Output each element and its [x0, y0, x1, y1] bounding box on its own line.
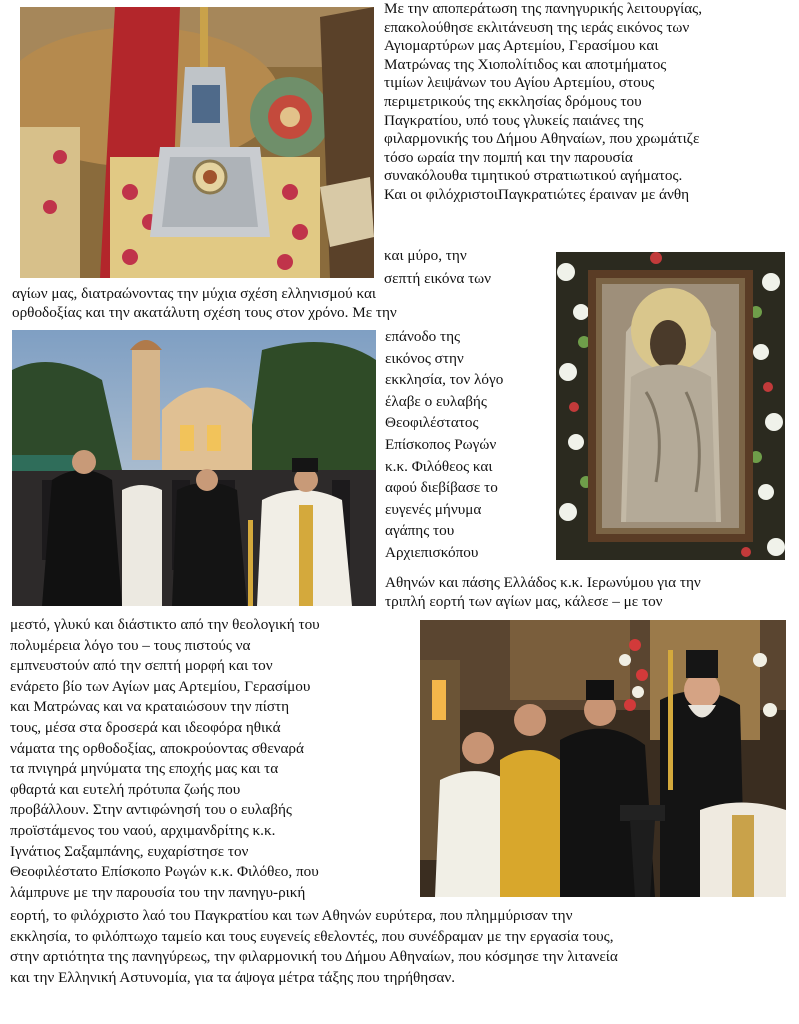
procession-illustration [12, 330, 376, 606]
text-line: Θεοφιλέστατος [385, 414, 479, 432]
text-line: τιμίων λειψάνων του Αγίου Αρτεμίου, στους [384, 74, 655, 92]
text-line: εμπνευστούν από την σεπτή μορφή και τον [10, 657, 273, 675]
text-line: μεστό, γλυκύ και διάστικτο από την θεολογική του [10, 616, 320, 633]
text-line: Αγιομαρτύρων μας Αρτεμίου, Γερασίμου και [384, 37, 659, 55]
text-line: Ιγνάτιος Σαξαμπάνης, ευχαρίστησε τον [10, 842, 249, 860]
text-line: και την Ελληνική Αστυνομία, για τα άψογα μέτρα τάξης που τηρήθησαν. [10, 968, 456, 986]
text-line: ευγενές μήνυμα [385, 500, 482, 518]
text-line: αφού διεβίβασε το [385, 479, 498, 497]
text-line: Και οι φιλόχριστοιΠαγκρατιώτες έραιναν με άνθη [384, 185, 690, 203]
text-line: πολυμέρεια λόγο του – τους πιστούς να [10, 636, 251, 654]
text-line: συνακόλουθα τιμητικού στρατιωτικού αγήματος. [384, 167, 683, 185]
clergy-photo [420, 620, 786, 897]
text-line: στην αρτιότητα της πανηγύρεως, την φιλαρμονική του Δήμου Αθηναίων, που κόσμησε την λιτανεία [10, 948, 618, 966]
text-line: φιλαρμονικής του Δήμου Αθηναίων, που χρωμάτιζε [384, 130, 700, 148]
clergy-illustration [420, 620, 786, 897]
text-line: Θεοφιλέστατο Επίσκοπο Ρωγών κ.κ. Φιλόθεο, που [10, 863, 319, 881]
paragraph-intro [384, 0, 798, 205]
text-line: Αθηνών και πάσης Ελλάδος κ.κ. Ιερωνύμου για την [385, 574, 701, 591]
text-line: φθαρτά και ευτελή πρότυπα ζωής που [10, 780, 241, 798]
text-line: και Ματρώνας και να κραταιώσουν την πίστη [10, 698, 290, 716]
paragraph-bridge [12, 285, 550, 322]
text-line: εορτή, το φιλόχριστο λαό του Παγκρατίου και των Αθηνών ευρύτερα, που πλημμύρισαν την [10, 907, 573, 924]
text-line: εικόνος στην [385, 349, 464, 367]
text-line: αγίων μας, διατραώνοντας την μύχια σχέση ελληνισμού και [12, 285, 377, 302]
text-line: τα πνιγηρά μηνύματα της εποχής μας και τα [10, 760, 279, 778]
text-line: ορθοδοξίας και την ακατάλυτη σχέση τους στον χρόνο. Με την [12, 303, 397, 321]
text-line: προβάλλουν. Στην αντιφώνησή του ο ευλαβής [10, 801, 292, 819]
text-line: τριπλή εορτή των αγίων μας, κάλεσε – με τον [385, 592, 663, 610]
paragraph-closing [10, 905, 795, 987]
text-line: επάνοδο της [385, 328, 461, 345]
text-line: νάματα της ορθοδοξίας, αποκρούοντας σθεναρά [10, 739, 304, 757]
text-line: τόσο ωραία την πομπή και την παρουσία [384, 148, 633, 166]
text-line: εκκλησία, τον λόγο [385, 371, 504, 389]
text-line: λάμπρυνε με την παρουσία του την πανηγυ-ρική [10, 883, 306, 901]
text-line: κ.κ. Φιλόθεος και [385, 457, 493, 475]
text-line: αγάπης του [385, 522, 455, 540]
text-line: Ματρώνας της Χιοπολίτιδος και αποτμήματος [384, 55, 667, 73]
paragraph-speech [10, 616, 415, 902]
text-line: εκκλησία, το φιλόπτωχο ταμείο και τους ευγενείς εθελοντές, που συνέδραμαν με την εργασία τους, [10, 927, 614, 945]
text-line: Επίσκοπος Ρωγών [385, 435, 497, 453]
reliquary-illustration [20, 7, 374, 278]
text-line: Αρχιεπισκόπου [385, 543, 479, 561]
text-line: ενάρετο βίο των Αγίων μας Αρτεμίου, Γερασίμου [10, 677, 311, 695]
text-line: επακολούθησε εκλιτάνευση της ιεράς εικόνος των [384, 18, 690, 36]
text-line: Παγκρατίου, υπό τους γλυκείς παιάνες της [384, 111, 644, 129]
procession-photo [12, 330, 376, 606]
reliquary-photo [20, 7, 374, 278]
text-line: και μύρο, την [384, 247, 467, 264]
saint-icon-photo [556, 252, 785, 560]
text-line: σεπτή εικόνα των [384, 269, 492, 287]
paragraph-narrow-column [385, 328, 550, 563]
paragraph-continuation [385, 574, 798, 611]
text-line: προϊστάμενος του ναού, αρχιμανδρίτης κ.κ. [10, 821, 276, 839]
paragraph-short-lines [384, 247, 544, 288]
text-line: τους, μέσα στα δροσερά και ιδεοφόρα ηθικά [10, 718, 281, 736]
text-line: Με την αποπεράτωση της πανηγυρικής λειτουργίας, [384, 0, 702, 17]
text-line: έλαβε ο ευλαβής [385, 392, 487, 410]
saint-icon-illustration [556, 252, 785, 560]
text-line: περιμετρικούς της εκκλησίας δρόμους του [384, 92, 642, 110]
